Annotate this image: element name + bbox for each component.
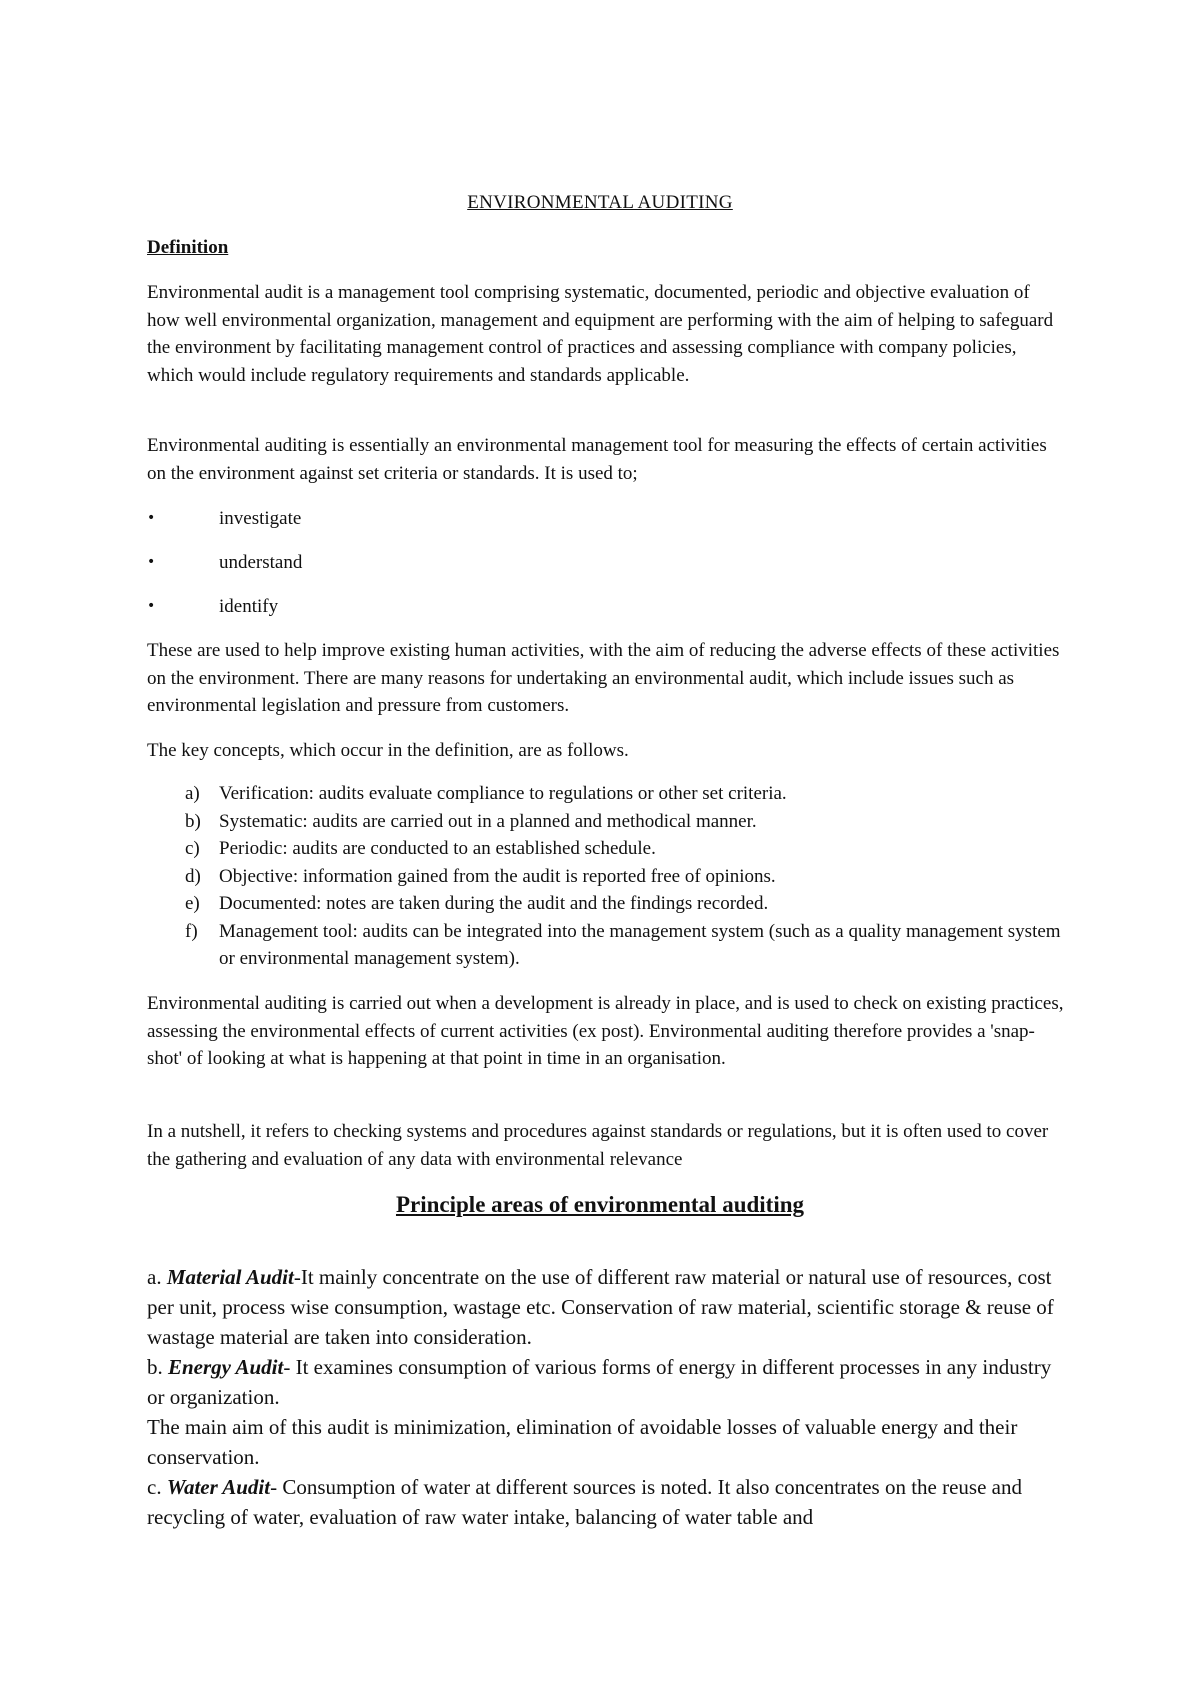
principle-areas-heading: Principle areas of environmental auditing [395,1192,805,1217]
concept-item [147,835,1067,863]
concept-marker: a) [185,783,200,804]
nutshell-paragraph: In a nutshell, it refers to checking systems and procedures against standards or regulations, but it is often used to cover the gathering and evaluation of any data with environmental relevance [147,1121,1049,1170]
energy-audit-note: The main aim of this audit is minimization, elimination of avoidable losses of valuable energy and their conservation. [147,1415,1018,1469]
context-paragraph: These are used to help improve existing human activities, with the aim of reducing the adverse effects of these activities on the environment. There are many reasons for undertaking an environmental audit, which include issues such as environmental legislation and pressure from customers. [147,640,1060,716]
bullet-icon: • [147,554,156,570]
concept-item [147,780,1067,808]
water-audit-label: Water Audit [166,1475,271,1499]
bullet-text: identify [219,596,279,617]
bullet-icon: • [147,598,156,614]
area-c-prefix: c. [147,1475,167,1499]
definition-paragraph-2: Environmental auditing is essentially an environmental management tool for measuring the effects of certain activities on the environment against set criteria or standards. It is used to; [147,435,1047,484]
bullet-icon: • [147,510,156,526]
concept-marker: e) [185,893,200,914]
concept-marker: f) [185,920,198,942]
energy-audit-label: Energy Audit [168,1355,284,1379]
area-b-prefix: b. [147,1355,168,1379]
concept-text: Management tool: audits can be integrated into the management system (such as a quality management system or environmental management system). [219,920,1061,969]
concept-marker: d) [185,865,201,887]
concept-text: Periodic: audits are conducted to an established schedule. [219,838,656,859]
water-audit-text: - Consumption of water at different sources is noted. It also concentrates on the reuse and recycling of water, evaluation of raw water intake, balancing of water table and [147,1475,1022,1529]
bullet-text: understand [219,552,303,573]
concept-text: Verification: audits evaluate compliance to regulations or other set criteria. [219,783,787,804]
definition-paragraph-1: Environmental audit is a management tool comprising systematic, documented, periodic and objective evaluation of how well environmental organization, management and equipment are performing with the aim of helping to safeguard the environment by facilitating management control of practices and assessing compliance with company policies, which would include regulatory requirements and standards applicable. [147,282,1054,386]
document-title: ENVIRONMENTAL AUDITING [467,192,733,213]
area-a-prefix: a. [147,1265,167,1289]
definition-heading: Definition [147,237,229,258]
concept-marker: c) [185,838,200,859]
concept-text: Systematic: audits are carried out in a planned and methodical manner. [219,810,757,832]
key-concepts-intro: The key concepts, which occur in the definition, are as follows. [147,740,629,761]
concept-item [147,890,1067,918]
concept-item [147,863,1067,891]
concept-marker: b) [185,810,201,832]
material-audit-text: -It mainly concentrate on the use of different raw material or natural use of resources, cost per unit, process wise consumption, wastage etc. Conservation of raw material, scientific storage & reuse of wastage material are taken into consideration. [147,1265,1054,1349]
material-audit-label: Material Audit [166,1265,294,1289]
principle-areas-text [147,1262,1067,1532]
energy-audit-text: - It examines consumption of various forms of energy in different processes in any industry or organization. [147,1355,1052,1409]
concept-item [147,808,1067,836]
concept-text: Documented: notes are taken during the audit and the findings recorded. [219,893,769,914]
key-concepts-list [147,780,1067,973]
ex-post-paragraph: Environmental auditing is carried out when a development is already in place, and is used to check on existing practices, assessing the environmental effects of current activities (ex post). Environmental auditing therefore provides a 'snap-shot' of looking at what is happening at that point in time in an organisation. [147,993,1064,1069]
bullet-text: investigate [219,508,302,529]
concept-text: Objective: information gained from the audit is reported free of opinions. [219,865,776,887]
concept-item [147,918,1067,973]
